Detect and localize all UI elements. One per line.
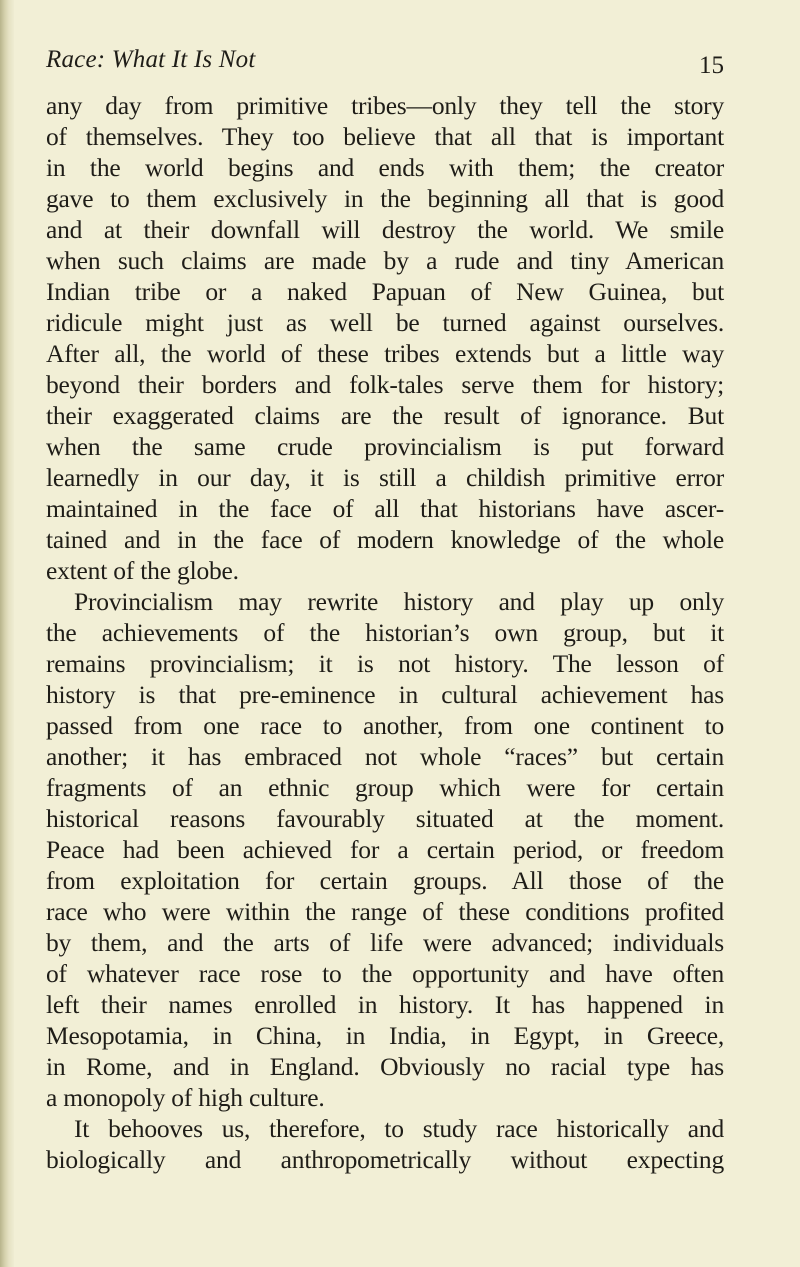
text-line: extent of the globe. (46, 556, 239, 585)
text-line: passed from one race to another, from one continent to (46, 711, 724, 740)
text-line: by them, and the arts of life were advanced; individuals (46, 928, 724, 957)
body-text (46, 90, 724, 1175)
text-line: Indian tribe or a naked Papuan of New Guinea, but (46, 277, 724, 306)
text-line: gave to them exclusively in the beginning all that is good (46, 184, 724, 213)
text-line: race who were within the range of these conditions profited (46, 897, 724, 926)
text-line: of whatever race rose to the opportunity and have often (46, 959, 724, 988)
text-line: any day from primitive tribes—only they tell the story (46, 91, 724, 120)
text-line: left their names enrolled in history. It has happened in (46, 990, 724, 1019)
text-line: After all, the world of these tribes extends but a little way (46, 339, 724, 368)
text-line: fragments of an ethnic group which were for certain (46, 773, 724, 802)
text-line: biologically and anthropometrically without expecting (46, 1145, 724, 1174)
text-line: of themselves. They too believe that all that is important (46, 122, 724, 151)
text-line: learnedly in our day, it is still a childish primitive error (46, 463, 724, 492)
text-line: historical reasons favourably situated at the moment. (46, 804, 724, 833)
page-number: 15 (699, 52, 724, 79)
text-line: and at their downfall will destroy the world. We smile (46, 215, 724, 244)
text-line: when such claims are made by a rude and tiny American (46, 246, 724, 275)
text-line: history is that pre-eminence in cultural achievement has (46, 680, 724, 709)
book-gutter (0, 0, 14, 1267)
text-line: It behooves us, therefore, to study race historically and (74, 1114, 724, 1143)
text-line: a monopoly of high culture. (46, 1083, 325, 1112)
text-line: Mesopotamia, in China, in India, in Egypt, in Greece, (46, 1021, 724, 1050)
text-line: maintained in the face of all that historians have ascer- (46, 494, 724, 523)
text-line: Provincialism may rewrite history and play up only (74, 587, 724, 616)
text-line: in the world begins and ends with them; the creator (46, 153, 724, 182)
text-line: from exploitation for certain groups. All those of the (46, 866, 724, 895)
running-title: Race: What It Is Not (46, 46, 256, 73)
running-head (46, 46, 724, 86)
text-line: another; it has embraced not whole “races” but certain (46, 742, 724, 771)
text-line: tained and in the face of modern knowledge of the whole (46, 525, 724, 554)
text-line: in Rome, and in England. Obviously no racial type has (46, 1052, 724, 1081)
text-line: beyond their borders and folk-tales serve them for history; (46, 370, 724, 399)
text-line: Peace had been achieved for a certain period, or freedom (46, 835, 724, 864)
text-line: their exaggerated claims are the result of ignorance. But (46, 401, 724, 430)
text-line: when the same crude provincialism is put forward (46, 432, 724, 461)
text-line: remains provincialism; it is not history. The lesson of (46, 649, 724, 678)
text-line: the achievements of the historian’s own group, but it (46, 618, 724, 647)
text-line: ridicule might just as well be turned against ourselves. (46, 308, 724, 337)
